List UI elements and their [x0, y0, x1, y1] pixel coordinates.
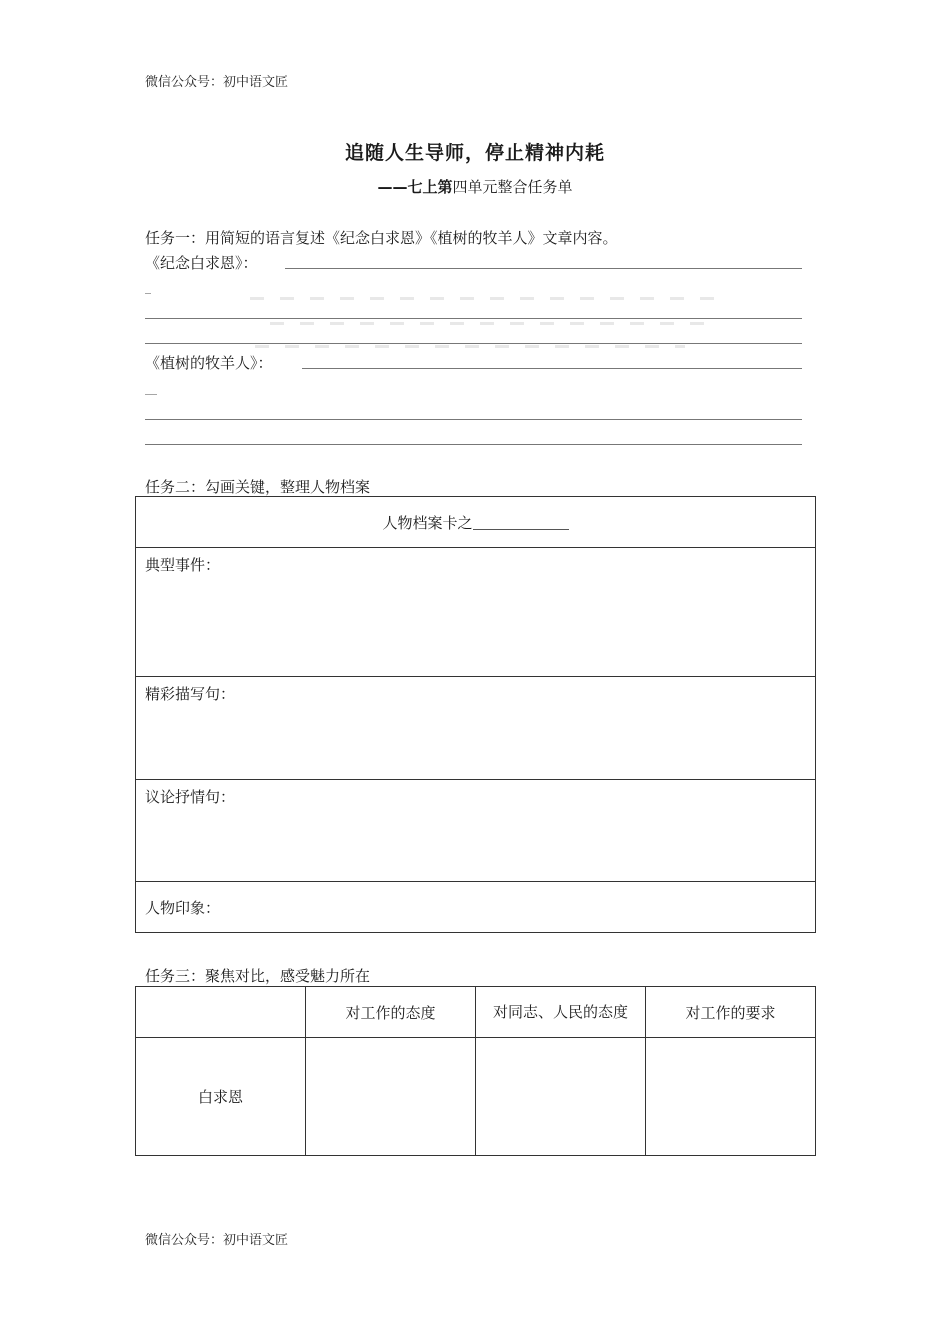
subtitle-bold: ——七上第: [377, 178, 453, 196]
typical-events-cell[interactable]: [136, 548, 816, 677]
task1-item1-overflow: _: [145, 280, 151, 294]
column-header-work-attitude: 对工作的态度: [306, 987, 476, 1038]
page-subtitle: [0, 176, 950, 197]
task2-heading: 任务二：勾画关键，整理人物档案: [145, 478, 371, 496]
typical-events-label: 典型事件：: [145, 556, 221, 574]
page-footer: 微信公众号：初中语文匠: [145, 1233, 289, 1248]
description-sentences-cell[interactable]: [136, 677, 816, 780]
page-title: 追随人生导师，停止精神内耗: [344, 142, 605, 164]
faded-text-ghost: [250, 297, 730, 300]
row-label-bethune: 白求恩: [136, 1038, 306, 1156]
task1-item1-line-3[interactable]: [145, 343, 802, 344]
faded-text-ghost: [270, 322, 720, 325]
column-header-work-requirement: 对工作的要求: [646, 987, 816, 1038]
task1-item1-label: 《纪念白求恩》：: [145, 254, 258, 272]
card-title-cell: [136, 497, 816, 548]
task1-item2-overflow: __: [145, 381, 157, 395]
column-header-people-attitude: 对同志、人民的态度: [476, 987, 646, 1038]
task1-item2-label: 《植树的牧羊人》：: [145, 354, 273, 372]
page-header: 微信公众号：初中语文匠: [145, 75, 289, 90]
task1-item2-answer-line[interactable]: [302, 368, 802, 369]
task3-heading: 任务三：聚焦对比，感受魅力所在: [145, 967, 371, 985]
card-title: 人物档案卡之: [382, 513, 473, 532]
task1-item1-line-2[interactable]: [145, 318, 802, 319]
impression-cell[interactable]: [136, 882, 816, 933]
lyrical-sentences-cell[interactable]: [136, 780, 816, 882]
task1-item2-line-2[interactable]: [145, 419, 802, 420]
bethune-work-requirement-cell[interactable]: [646, 1038, 816, 1156]
bethune-work-attitude-cell[interactable]: [306, 1038, 476, 1156]
lyrical-sentences-label: 议论抒情句：: [145, 788, 236, 806]
faded-text-ghost: [255, 345, 685, 348]
task1-item2-line-3[interactable]: [145, 444, 802, 445]
column-header-blank: [136, 987, 306, 1038]
description-sentences-label: 精彩描写句：: [145, 685, 236, 703]
bethune-people-attitude-cell[interactable]: [476, 1038, 646, 1156]
character-profile-card: [135, 496, 816, 933]
subtitle-rest: 四单元整合任务单: [452, 178, 573, 196]
card-title-blank[interactable]: [473, 515, 569, 530]
comparison-table: [135, 986, 816, 1156]
task1-heading: 任务一：用简短的语言复述《纪念白求恩》《植树的牧羊人》文章内容。: [145, 229, 618, 247]
impression-label: 人物印象：: [145, 898, 221, 917]
task1-item1-answer-line[interactable]: [285, 268, 802, 269]
